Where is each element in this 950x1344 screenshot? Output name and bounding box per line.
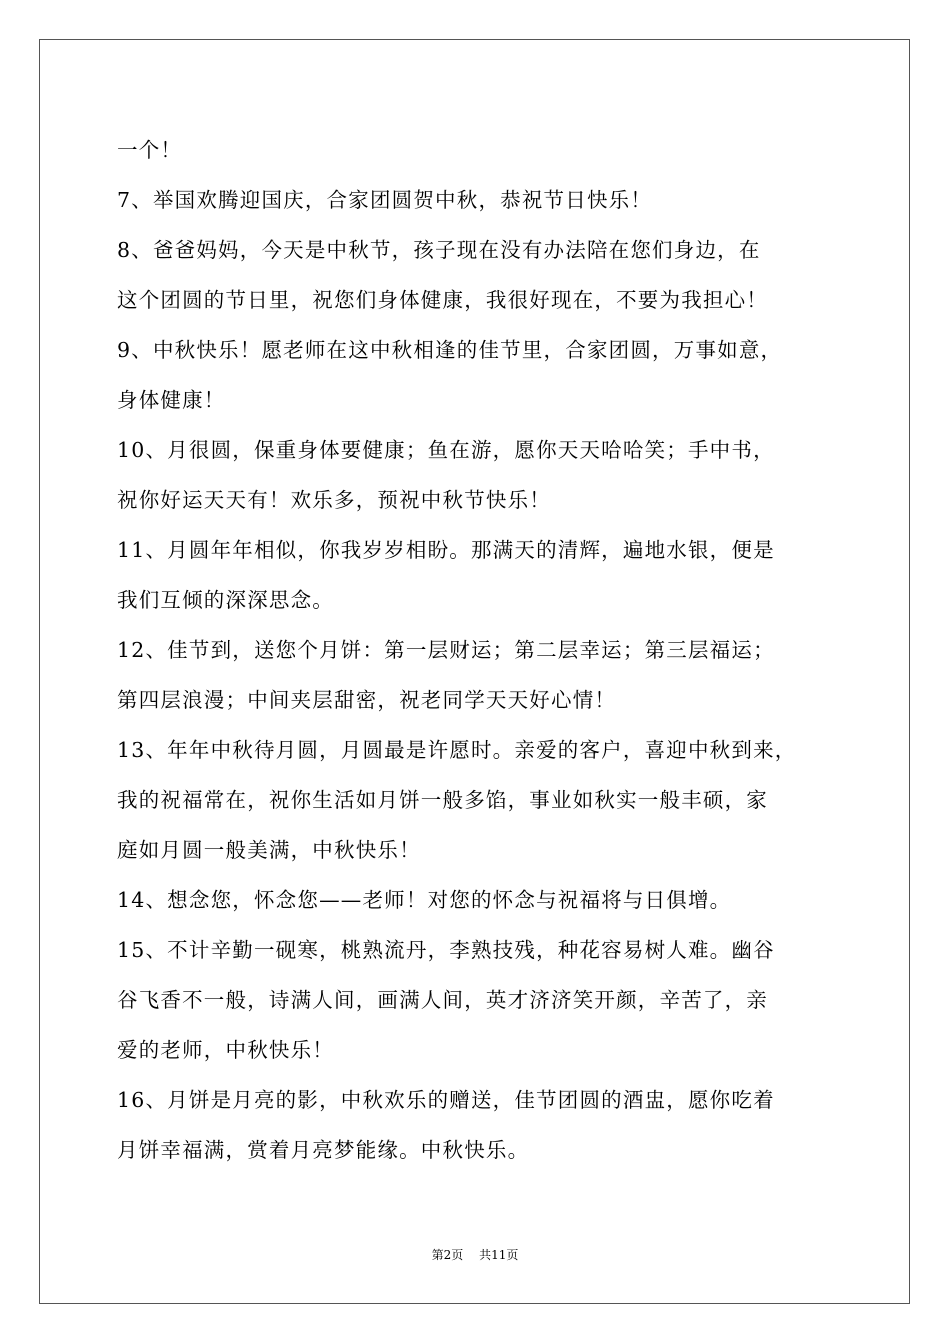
text-line: 10、月很圆，保重身体要健康；鱼在游，愿你天天哈哈笑；手中书， bbox=[117, 438, 775, 462]
text-line: 12、佳节到，送您个月饼：第一层财运；第二层幸运；第三层福运； bbox=[117, 638, 775, 662]
text-line: 15、不计辛勤一砚寒，桃熟流丹，李熟技残，种花容易树人难。幽谷 bbox=[117, 938, 775, 962]
text-line: 爱的老师，中秋快乐！ bbox=[117, 1038, 334, 1062]
text-line: 谷飞香不一般，诗满人间，画满人间，英才济济笑开颜，辛苦了，亲 bbox=[117, 988, 768, 1012]
text-line: 第四层浪漫；中间夹层甜密，祝老同学天天好心情！ bbox=[117, 688, 617, 712]
text-line: 身体健康！ bbox=[117, 388, 226, 412]
text-line: 11、月圆年年相似，你我岁岁相盼。那满天的清辉，遍地水银，便是 bbox=[117, 538, 775, 562]
text-line: 7、举国欢腾迎国庆，合家团圆贺中秋，恭祝节日快乐！ bbox=[117, 188, 653, 212]
text-line: 我们互倾的深深思念。 bbox=[117, 588, 334, 612]
text-line: 这个团圆的节日里，祝您们身体健康，我很好现在，不要为我担心！ bbox=[117, 288, 768, 312]
total-pages: 共11页 bbox=[479, 1248, 519, 1262]
page-number: 第2页 bbox=[431, 1248, 464, 1262]
text-line: 14、想念您，怀念您——老师！对您的怀念与祝福将与日俱增。 bbox=[117, 888, 732, 912]
document-body bbox=[117, 125, 837, 1175]
text-line: 庭如月圆一般美满，中秋快乐！ bbox=[117, 838, 421, 862]
text-line: 16、月饼是月亮的影，中秋欢乐的赠送，佳节团圆的酒盅，愿你吃着 bbox=[117, 1088, 775, 1112]
text-line: 祝你好运天天有！欢乐多，预祝中秋节快乐！ bbox=[117, 488, 551, 512]
text-line: 一个！ bbox=[117, 138, 183, 162]
page-footer bbox=[0, 1246, 950, 1263]
text-line: 我的祝福常在，祝你生活如月饼一般多馅，事业如秋实一般丰硕，家 bbox=[117, 788, 768, 812]
text-line: 8、爸爸妈妈，今天是中秋节，孩子现在没有办法陪在您们身边，在 bbox=[117, 238, 761, 262]
text-line: 13、年年中秋待月圆，月圆最是许愿时。亲爱的客户，喜迎中秋到来， bbox=[117, 738, 797, 762]
text-line: 月饼幸福满，赏着月亮梦能缘。中秋快乐。 bbox=[117, 1138, 530, 1162]
text-line: 9、中秋快乐！愿老师在这中秋相逢的佳节里，合家团圆，万事如意， bbox=[117, 338, 783, 362]
